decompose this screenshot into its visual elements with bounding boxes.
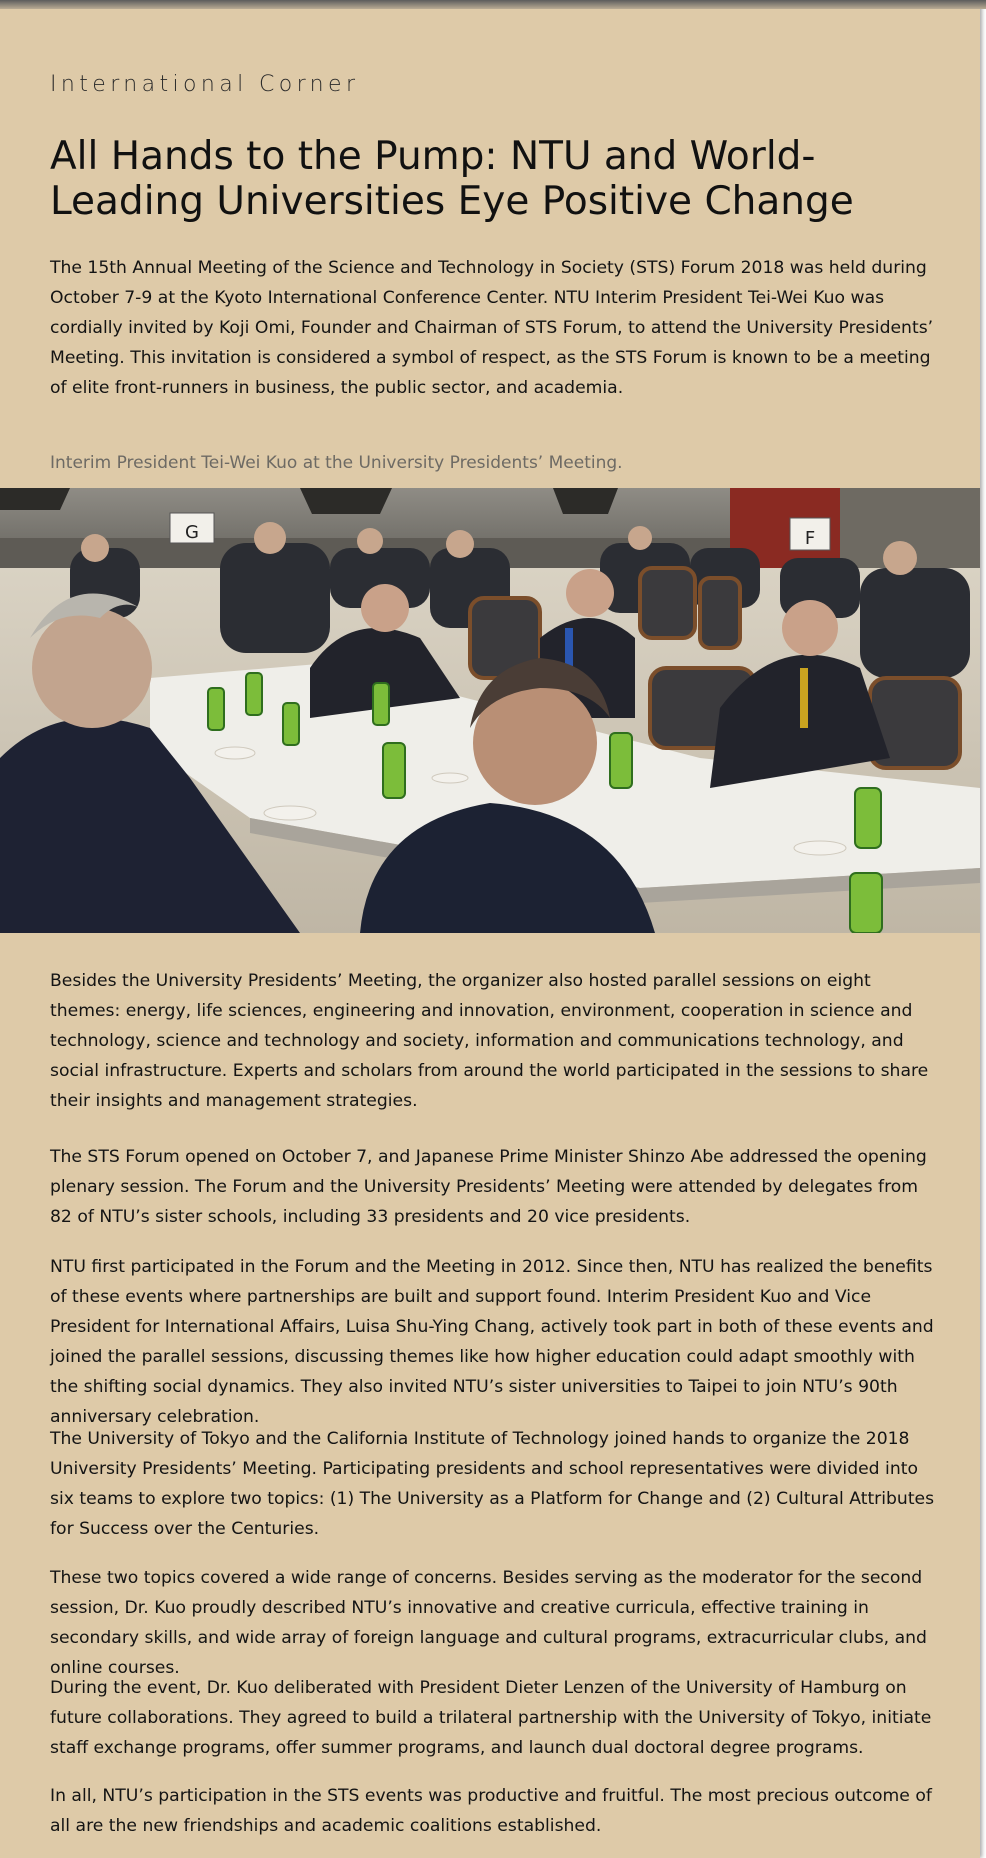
intro-paragraph: The 15th Annual Meeting of the Science and Technology in Society (STS) Forum 2018 was held during October 7-9 at the Kyoto International Conference Center. NTU Interim President Tei-Wei Kuo was cordially invited by Koji Omi, Founder and Chairman of STS Forum, to attend the University Presidents’ Meeting. This invitation is considered a symbol of respect, as the STS Forum is known to be a meeting of elite front-runners in business, the public sector, and academia. [50, 258, 934, 398]
paragraph-6: During the event, Dr. Kuo deliberated with President Dieter Lenzen of the University of Hamburg on future collaborations. They agreed to build a trilateral partnership with the University of Tokyo, initiate staff exchange programs, offer summer programs, and launch dual doctoral degree programs. [50, 1678, 932, 1758]
paragraph-1: Besides the University Presidents’ Meeting, the organizer also hosted parallel sessions on eight themes: energy, life sciences, engineering and innovation, environment, cooperation in science and technology, science and technology and society, information and communications technology, and social infrastructure. Experts and scholars from around the world participated in the sessions to share their insights and management strategies. [50, 971, 929, 1111]
paragraph-5: These two topics covered a wide range of concerns. Besides serving as the moderator for the second session, Dr. Kuo proudly described NTU’s innovative and creative curricula, effective training in secondary skills, and wide array of foreign language and cultural programs, extracurricular clubs, and online courses. [50, 1568, 927, 1678]
photo-caption: Interim President Tei-Wei Kuo at the University Presidents’ Meeting. [50, 453, 623, 473]
paragraph-3: NTU first participated in the Forum and the Meeting in 2012. Since then, NTU has realized the benefits of these events where partnerships are built and support found. Interim President Kuo and Vice President for International Affairs, Luisa Shu-Ying Chang, actively took part in both of these events and joined the parallel sessions, discussing themes like how higher education could adapt smoothly with the shifting social dynamics. They also invited NTU’s sister universities to Taipei to join NTU’s 90th anniversary celebration. [50, 1257, 934, 1427]
article-headline: All Hands to the Pump: NTU and World-Leading Universities Eye Positive Change [50, 134, 854, 224]
table-sign-f: F [804, 528, 816, 549]
meeting-photo [0, 488, 980, 933]
table-sign-g: G [185, 522, 199, 543]
paragraph-7: In all, NTU’s participation in the STS events was productive and fruitful. The most precious outcome of all are the new friendships and academic coalitions established. [50, 1786, 932, 1836]
paragraph-4: The University of Tokyo and the California Institute of Technology joined hands to organize the 2018 University Presidents’ Meeting. Participating presidents and school representatives were divided into six teams to explore two topics: (1) The University as a Platform for Change and (2) Cultural Attributes for Success over the Centuries. [50, 1429, 935, 1539]
section-label: International Corner [50, 72, 360, 97]
top-shadow-bar [0, 0, 986, 9]
paragraph-2: The STS Forum opened on October 7, and Japanese Prime Minister Shinzo Abe addressed the opening plenary session. The Forum and the University Presidents’ Meeting were attended by delegates from 82 of NTU’s sister schools, including 33 presidents and 20 vice presidents. [50, 1147, 927, 1227]
